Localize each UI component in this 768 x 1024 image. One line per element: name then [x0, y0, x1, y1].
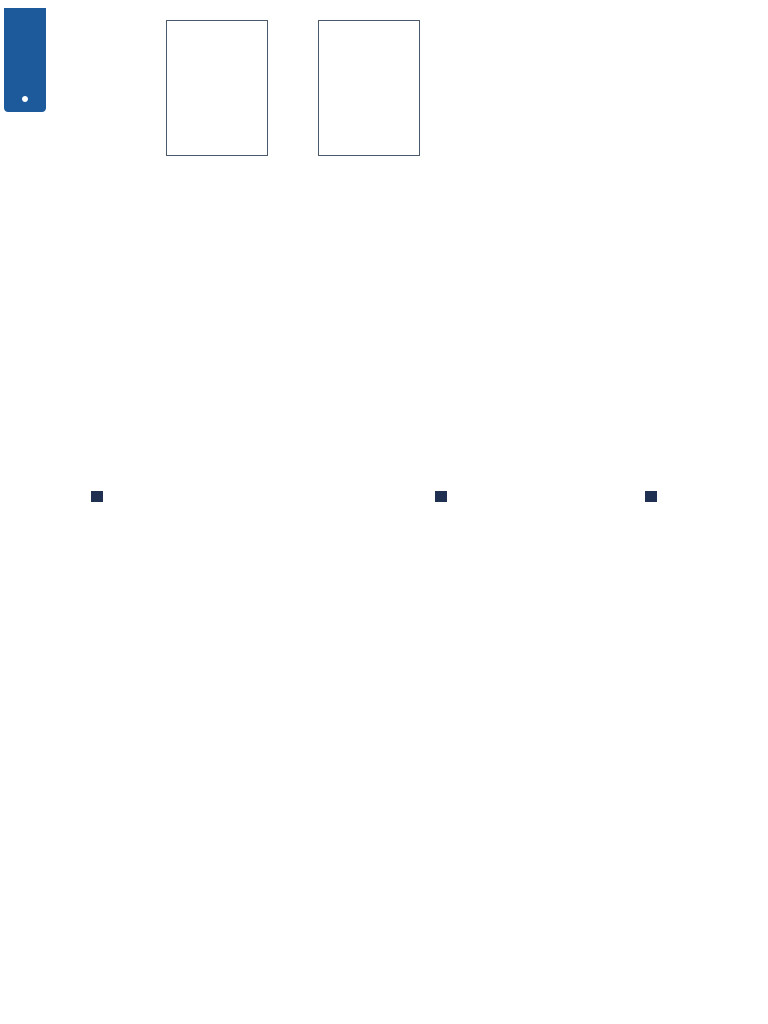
worksheet-tab [4, 8, 46, 112]
exercise-1-number [91, 491, 103, 502]
part-a-answer-box[interactable] [166, 20, 268, 156]
worksheet-bottom [0, 512, 768, 1024]
answer-options[interactable] [570, 22, 650, 482]
star-pattern[interactable] [672, 12, 732, 482]
exercise-2-instruction [435, 487, 452, 502]
exercise-3-number [645, 491, 657, 502]
exercise-2-number [435, 491, 447, 502]
exercise-3-instruction [645, 487, 662, 502]
part-b-answer-box[interactable] [318, 20, 420, 156]
circle-pattern [322, 162, 402, 462]
exercise-1-instruction [91, 487, 108, 502]
tab-dot-icon [22, 96, 28, 102]
flower-pattern [160, 152, 250, 472]
shape-pattern [490, 32, 550, 452]
